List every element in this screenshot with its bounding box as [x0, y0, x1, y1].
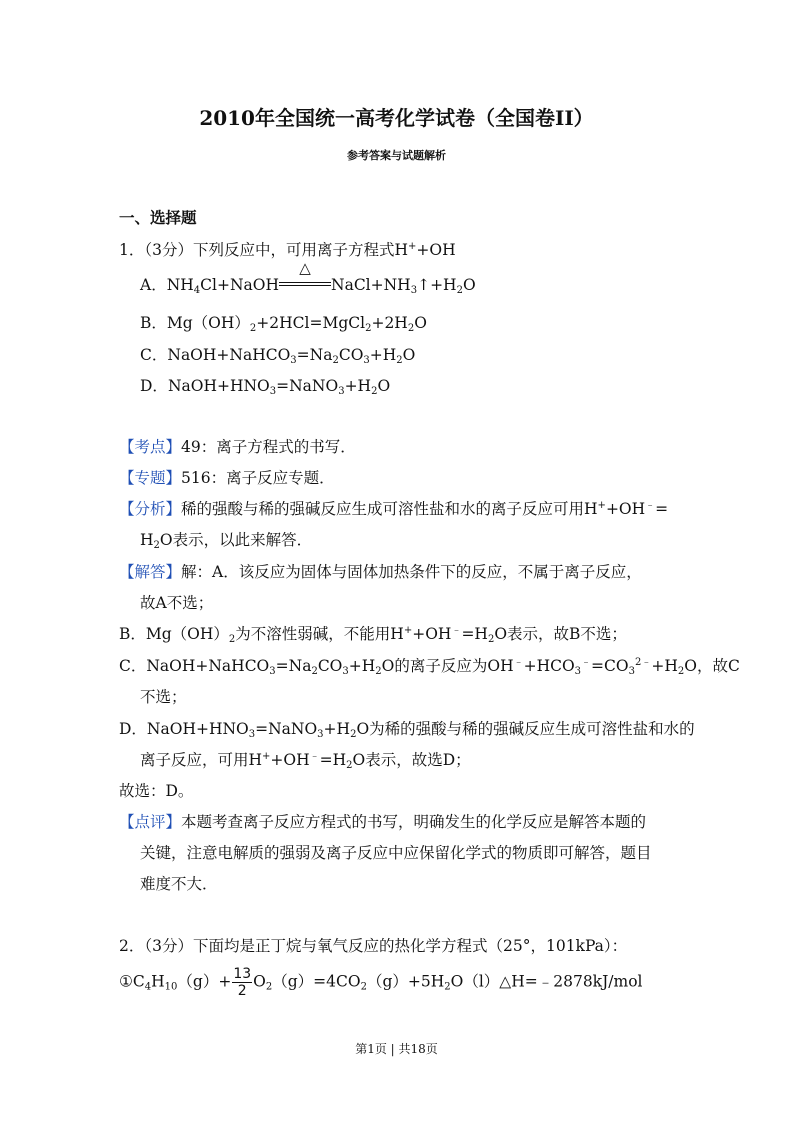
- option-d: D．$NaOH+HNO_3=NaNO_3+H_2O$: [140, 377, 391, 397]
- dianping-line-3: 难度不大．: [140, 875, 218, 893]
- fraction-13-over-2: $\frac{13}{2}$: [233, 966, 252, 999]
- section-heading: 一、选择题: [119, 208, 197, 227]
- dianping-line-1: 【点评】本题考查离子反应方程式的书写，明确发生的化学反应是解答本题的: [119, 813, 647, 831]
- jieda-b: B．$Mg(OH)_2$为不溶性弱碱，不能用$H^++OH^﹣=H_2O$表示，故B不选；: [119, 625, 627, 645]
- question-2-stem: 2．（3分）下面均是正丁烷与氧气反应的热化学方程式（25°，101kPa）：: [119, 937, 628, 955]
- jieda-c-line-2: 不选；: [140, 688, 187, 706]
- option-b: B．$Mg(OH)_2+2HCl=MgCl_2+2H_2O$: [140, 314, 427, 334]
- jieda-c-line-1: C．$NaOH+NaHCO_3=Na_2CO_3+H_2O$的离子反应为$OH^﹣+HCO_3^﹣=CO_3^{2﹣}+H_2O$，故C: [119, 657, 740, 677]
- zhuanti: 【专题】516：离子反应专题．: [119, 469, 335, 487]
- jieda-d-line-2: 离子反应，可用$H^++OH^﹣=H_2O$表示，故选D；: [140, 751, 471, 771]
- fenxi-line-1: 【分析】稀的强酸与稀的强碱反应生成可溶性盐和水的离子反应可用H++OH﹣=: [119, 500, 669, 518]
- page-title: 2010年全国统一高考化学试卷（全国卷II）: [199, 106, 594, 130]
- option-a: A．$NH_4Cl+NaOH$ △ $NaCl+NH_3↑+H_2O$: [140, 259, 476, 296]
- question-2-equation-1: $①C_4H_{10}(g)+$ $\frac{13}{2}$ $O_2(g)=4CO_2(g)+5H_2O(l)\triangle H=﹣2878kJ$/mol: [119, 966, 643, 999]
- question-1-stem: 1．（3分）下列反应中，可用离子方程式H++OH: [119, 241, 456, 259]
- page-subtitle: 参考答案与试题解析: [347, 149, 446, 162]
- page-footer: 第1页 | 共18页: [355, 1042, 438, 1056]
- heating-condition-arrow: △: [279, 273, 331, 291]
- option-c: C．$NaOH+NaHCO_3=Na_2CO_3+H_2O$: [140, 346, 416, 366]
- dianping-line-2: 关键，注意电解质的强弱及离子反应中应保留化学式的物质即可解答，题目: [140, 844, 652, 862]
- jieda-line-2: 故A不选；: [140, 594, 214, 612]
- jieda-line-1: 【解答】解：A．该反应为固体与固体加热条件下的反应，不属于离子反应，: [119, 563, 642, 581]
- final-answer: 故选：D。: [119, 782, 194, 800]
- kaodian: 【考点】49：离子方程式的书写．: [119, 438, 356, 456]
- fenxi-line-2: $H_2O$表示，以此来解答．: [140, 531, 313, 551]
- jieda-d-line-1: D．$NaOH+HNO_3=NaNO_3+H_2O$为稀的强酸与稀的强碱反应生成可溶性盐和水的: [119, 720, 695, 740]
